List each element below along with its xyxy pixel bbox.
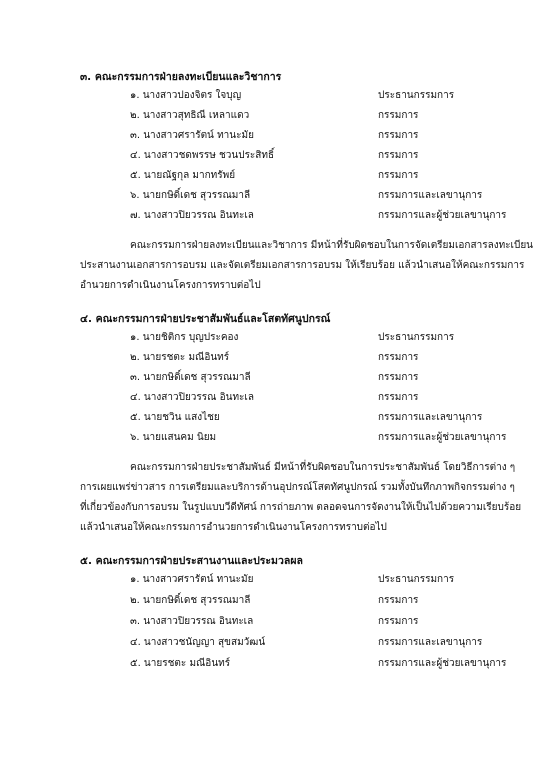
member-name: ๓. นางสาวศรารัตน์ ทานะมัย: [130, 130, 254, 141]
member-name: ๒. นายรชตะ มณีอินทร์: [130, 352, 230, 363]
member-row: [0, 168, 552, 188]
paragraph-line: การเผยแพร่ข่าวสาร การเตรียมและบริการด้านอุปกรณ์โสตทัศนูปกรณ์ รวมทั้งบันทึกภาพกิจกรรมต่าง ๆ: [80, 482, 515, 493]
member-row: [0, 430, 552, 450]
member-role: ประธานกรรมการ: [378, 332, 455, 343]
member-name: ๖. นายกษิดิ์เดช สุวรรณมาลี: [130, 190, 251, 201]
member-name: ๑. นางสาวปองจิตร ใจบุญ: [130, 90, 242, 101]
member-role: กรรมการ: [378, 150, 419, 161]
member-name: ๕. นายณัฐกุล มากทรัพย์: [130, 170, 236, 181]
member-name: ๔. นางสาวปิยวรรณ อินทะเล: [130, 392, 254, 403]
paragraph-line: คณะกรรมการฝ่ายลงทะเบียนและวิชาการ มีหน้าที่รับผิดชอบในการจัดเตรียมเอกสารลงทะเบียน: [130, 240, 534, 251]
member-name: ๕. นายรชตะ มณีอินทร์: [130, 658, 231, 669]
member-name: ๖. นายแสนคม นิยม: [130, 432, 217, 443]
member-row: [0, 656, 552, 676]
section-title-5: ๕. คณะกรรมการฝ่ายประสานงานและประมวลผล: [80, 555, 303, 567]
member-name: ๑. นางสาวศรารัตน์ ทานะมัย: [130, 574, 254, 585]
paragraph-line: ที่เกี่ยวข้องกับการอบรม ในรูปแบบวีดีทัศน์ การถ่ายภาพ ตลอดจนการจัดงานให้เป็นไปด้วยความเรียบร้อย: [80, 502, 522, 513]
member-role: กรรมการ: [378, 616, 419, 627]
member-name: ๒. นายกษิดิ์เดช สุวรรณมาลี: [130, 595, 251, 606]
member-name: ๕. นายชวิน แสงไชย: [130, 412, 220, 423]
member-role: กรรมการและผู้ช่วยเลขานุการ: [378, 658, 507, 669]
member-row: [0, 148, 552, 168]
member-row: [0, 410, 552, 430]
member-row: [0, 390, 552, 410]
member-role: กรรมการและผู้ช่วยเลขานุการ: [378, 210, 507, 221]
member-row: [0, 614, 552, 634]
section-title-4: ๔. คณะกรรมการฝ่ายประชาสัมพันธ์และโสตทัศนูปกรณ์: [80, 313, 331, 325]
member-name: ๓. นางสาวปิยวรรณ อินทะเล: [130, 616, 254, 627]
member-name: ๔. นางสาวชนัญญา สุขสมวัฒน์: [130, 637, 266, 648]
member-row: [0, 208, 552, 228]
member-role: กรรมการ: [378, 110, 419, 121]
paragraph-line: อำนวยการดำเนินงานโครงการทราบต่อไป: [80, 280, 261, 291]
member-role: กรรมการ: [378, 352, 419, 363]
member-role: ประธานกรรมการ: [378, 574, 455, 585]
member-row: [0, 330, 552, 350]
member-role: กรรมการ: [378, 392, 419, 403]
member-role: กรรมการ: [378, 595, 419, 606]
member-role: กรรมการ: [378, 130, 419, 141]
member-name: ๔. นางสาวชดพรรษ ชวนประสิทธิ์: [130, 150, 275, 161]
member-role: กรรมการและเลขานุการ: [378, 637, 483, 648]
member-name: ๗. นางสาวปิยวรรณ อินทะเล: [130, 210, 254, 221]
member-row: [0, 572, 552, 592]
member-row: [0, 88, 552, 108]
paragraph-line: แล้วนำเสนอให้คณะกรรมการอำนวยการดำเนินงานโครงการทราบต่อไป: [80, 522, 387, 533]
paragraph-line: คณะกรรมการฝ่ายประชาสัมพันธ์ มีหน้าที่รับผิดชอบในการประชาสัมพันธ์ โดยวิธีการต่าง ๆ: [130, 462, 516, 473]
member-role: กรรมการและผู้ช่วยเลขานุการ: [378, 432, 507, 443]
member-row: [0, 350, 552, 370]
member-role: ประธานกรรมการ: [378, 90, 455, 101]
member-name: ๓. นายกษิดิ์เดช สุวรรณมาลี: [130, 372, 251, 383]
member-name: ๒. นางสาวสุทธิณี เหลาแดว: [130, 110, 250, 121]
member-name: ๑. นายชิติกร บุญประคอง: [130, 332, 239, 343]
paragraph-line: ประสานงานเอกสารการอบรม และจัดเตรียมเอกสารการอบรม ให้เรียบร้อย แล้วนำเสนอให้คณะกรรมการ: [80, 260, 525, 271]
member-row: [0, 370, 552, 390]
member-row: [0, 108, 552, 128]
member-row: [0, 188, 552, 208]
section-title-3: ๓. คณะกรรมการฝ่ายลงทะเบียนและวิชาการ: [80, 71, 282, 83]
member-row: [0, 593, 552, 613]
member-role: กรรมการ: [378, 372, 419, 383]
member-role: กรรมการ: [378, 170, 419, 181]
member-role: กรรมการและเลขานุการ: [378, 190, 483, 201]
member-role: กรรมการและเลขานุการ: [378, 412, 483, 423]
member-row: [0, 635, 552, 655]
member-row: [0, 128, 552, 148]
